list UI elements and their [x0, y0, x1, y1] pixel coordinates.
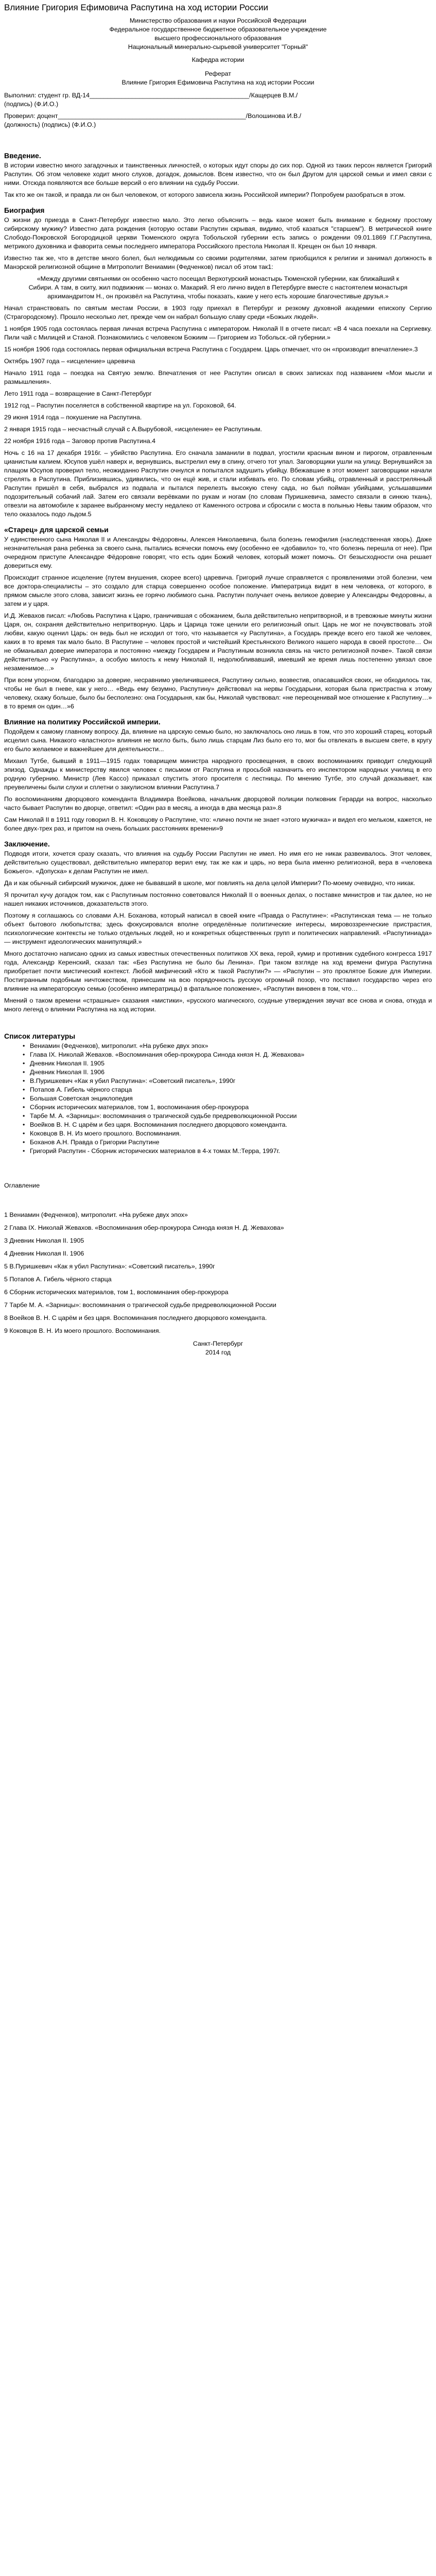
reference-item: • Григорий Распутин - Сборник исторических материалов в 4-х томах М.:Терра, 1997г.: [23, 1147, 432, 1156]
bio-paragraph: Начал странствовать по святым местам России, в 1903 году приехал в Петербург и резкому духовной академии епископу Сергию (Страгородскому). Прошло несколько лет, прежде чем он набрал большую славу среди «Божьих людей».: [4, 304, 432, 320]
bio-quote: «Между другими святынями он особенно часто посещал Верхотурский монастырь Тюменской губернии, как ближайший к Сибири. А там, в скиту, жил подвижник — монах о. Макарий. Я его лично видел в Петербурге вместе с настоятелем монастыря архимандритом Н., он произвёл на Распутина, чтобы показать, какие у него есть хорошие благочестивые друзья.»: [28, 275, 408, 300]
references-heading: Список литературы: [4, 1032, 76, 1040]
bio-timeline-item: 22 ноября 1916 года – Заговор против Распутина.4: [4, 437, 155, 445]
footnotes-list: [4, 1211, 432, 1335]
conclusion-paragraph: Да и как обычный сибирский мужичок, даже не бывавший в школе, мог повлиять на дела целой Империи? По-моему очевидно, что никак.: [4, 879, 415, 887]
politics-paragraph: Подойдем к самому главному вопросу. Да, влияние на царскую семью было, но заключалось оно лишь в том, что это хороший старец, который исцелил сына. Никакого «властного» влияния не могло быть, было лишь старцам Лиз было его то, мог бы отвлекать в высшем свете, в кругу его было желаемое и важнейшее для деятельности...: [4, 728, 432, 753]
starets-paragraph: При всем упорном, благодарю за доверие, несравнимо увеличившееся, Распутину сильно, возвестив, опасавшийся своих, не обходилось так, чтобы не был в гневе, как у него… «Ведь ему безумно, Распутину» действовал на нервы Государыни, которая была пристрастна к этому человеку, скажу больше, было бы бесполезно: она Государыня, как бы, Николай чувствовал: «не переоценивай мое отношение к Распутину…» в то время он один…»6: [4, 676, 432, 710]
reference-item: • Большая Советская энциклопедия: [23, 1094, 432, 1103]
bio-heading: Биография: [4, 206, 45, 214]
reference-item: • Боханов А.Н. Правда о Григории Распутине: [23, 1138, 432, 1147]
intro-heading: Введение.: [4, 151, 41, 160]
intro-paragraph: Так кто же он такой, и правда ли он был человеком, от которого зависела жизнь Российской империи? Попробуем разобраться в этом.: [4, 191, 406, 198]
footnote-item: 7 Тарбе М. А. «Зарницы»: воспоминания о трагической судьбе предреволюционной России: [4, 1301, 276, 1309]
politics-paragraph: По воспоминаниям дворцового коменданта Владимира Воейкова, начальник дворцовой полиции полковник Герарди на вопрос, насколько часто бывает Распутин во дворце, ответил: «Один раз в месяц, а иногда в два месяца раз».8: [4, 795, 432, 811]
bio-timeline-item: Октябрь 1907 года – «исцеление» царевича: [4, 358, 135, 365]
conclusion-heading: Заключение.: [4, 840, 50, 848]
bio-paragraph: Ночь с 16 на 17 декабря 1916г. – убийство Распутина. Его сначала заманили в подвал, угостили красным вином и пирогом, отравленным цианистым калием. Юсупов ушёл наверх и, вернувшись, выстрелил ему в спину, отчего тот упал. Заговорщики ушли на улицу. Вернувшийся за плащом Юсупов проверил тело, неожиданно Распутин очнулся и попытался задушить убийцу. Вбежавшие в этот момент заговорщики начали стрелять в Распутина. Приблизившись, удивились, что он ещё жив, и стали избивать его. По словам убийц, отравленный и расстрелянный Распутин пришёл в себя, выбрался из подвала и пытался перелезть высокую стену сада, но был пойман убийцами, услышавшими подозрительный собачий лай. Затем его связали верёвками по рукам и ногам (по словам Пуришкевича, заместо связали в синюю ткань), отвезли на автомобиле к заранее выбранному месту недалеко от Каменного острова и сбросили с моста в полынью Невы таким образом, что тело оказалось подо льдом.5: [4, 449, 432, 518]
reference-item: • Коковцов В. Н. Из моего прошлого. Воспоминания.: [23, 1129, 432, 1138]
reference-item: • Вениамин (Федченков), митрополит. «На рубеже двух эпох»: [23, 1042, 432, 1050]
footnote-item: 5 В.Пуришкевич «Как я убил Распутина»: «Советский писатель», 1990г: [4, 1263, 215, 1270]
footnote-item: 9 Коковцов В. Н. Из моего прошлого. Воспоминания.: [4, 1327, 161, 1334]
reference-item: • В.Пуришкевич «Как я убил Распутина»: «Советский писатель», 1990г: [23, 1077, 432, 1086]
department-line: Кафедра истории: [191, 56, 245, 63]
footnote-item: 1 Вениамин (Федченков), митрополит. «На рубеже двух эпох»: [4, 1211, 188, 1218]
references-list: [4, 1042, 432, 1156]
reference-item: • Дневник Николая II. 1905: [23, 1059, 432, 1068]
politics-heading: Влияние на политику Российской империи.: [4, 718, 161, 726]
reference-item: • Глава IX. Николай Жевахов. «Воспоминания обер-прокурора Синода князя Н. Д. Жевахова»: [23, 1050, 432, 1059]
checker-sign-caption: (должность) (подпись) (Ф.И.О.): [4, 121, 96, 128]
footer-city: Санкт-Петербург: [193, 1340, 243, 1347]
footnote-item: 8 Воейков В. Н. С царём и без царя. Воспоминания последнего дворцового коменданта.: [4, 1314, 267, 1321]
starets-heading: «Старец» для царской семьи: [4, 526, 109, 534]
ministry-line: Министерство образования и науки Российской Федерации: [129, 17, 307, 24]
bio-paragraph: Известно так же, что в детстве много болел, был нелюдимым со своими родителями, затем приобщился к религии и занимал должность в Манэрской религиозной общине в Митрополит Вениамин (Федченков) писал об этом так1:: [4, 255, 432, 270]
reference-item: • Дневник Николая II. 1906: [23, 1068, 432, 1077]
starets-paragraph: Происходит странное исцеление (путем внушения, скорее всего) царевича. Григорий лучше справляется с проявлениями этой болезни, чем все доктора-специалисты – это создало для старца совершенно особое положение. Императрица видит в нем человека, от которого, в прямом смысле этого слова, зависит жизнь ее горячо любимого сына. Распутин получает очень великое доверие у Александры Федоровны, а затем и у царя.: [4, 574, 432, 607]
conclusion-paragraph: Много достаточно написано одних из самых известных отечественных политиков XX века, герой, кумир и противник судебного конгресса 1917 года, Александр Керенский, сказал так: «Без Распутина не было бы Ленина». При таком взгляде на ход времени фигура Распутина приобретает почти мистический контекст. Любой мифический «Кто ж такой Распутин?» — «Распутин – это проклятое Божие для Империи. Постигранным подобным ничтожеством, принесшим на всю порядочность русскую огромный позор, что поставил государство через его влияние на императорскую семью (особенно императрицы) в фатальное положение», «Распутин виновен в том, что…: [4, 950, 432, 992]
institution-line: Федеральное государственное бюджетное образовательное учреждение: [109, 26, 327, 33]
footnote-item: 5 Потапов А. Гибель чёрного старца: [4, 1276, 112, 1283]
executor-sign-caption: (подпись) (Ф.И.О.): [4, 100, 59, 108]
footer-year: 2014 год: [205, 1349, 231, 1356]
intro-paragraph: В истории известно много загадочных и таинственных личностей, о которых идут споры до сих пор. Одной из таких персон является Григорий Распутин. Об этом человеке ходит много слухов, догадок, домыслов. Всем известно, что он был Другом для царской семьи и имел связи с ними. Отсюда появляются все больше версий о его влиянии на судьбу России.: [4, 162, 432, 187]
politics-paragraph: Сам Николай II в 1911 году говорил В. Н. Коковцову о Распутине, что: «лично почти не знает «этого мужичка» и видел его мельком, кажется, не более двух-трех раз, и притом на очень больших расстояниях времени»9: [4, 816, 432, 832]
starets-paragraph: У единственного сына Николая II и Александры Фёдоровны, Алексея Николаевича, была болезнь гемофилия (наследственная хворь). Даже незначительная рана ребенка за своего сына, пытались всячески помочь ему (особенно ее «добавило» то, что болезнь перешла от нее). При очередном приступе Александре Фёдоровне говорят, что есть один Божий человек, который может помочь. От безысходности она решает довериться ему.: [4, 536, 432, 569]
title-page-header: [4, 16, 432, 87]
checker-line: Проверил: доцент_____________________________________________________/Волошинова И.В./: [4, 112, 302, 120]
toc-heading: Оглавление: [4, 1182, 40, 1189]
conclusion-paragraph: Подводя итоги, хочется сразу сказать, что влияния на судьбу России Распутин не имел. Но имя его не никак развеивалось. Этот человек, действительно существовал, действительно император верил ему, так же как и царь, но вера была именно религиозной, вера в «человека Божьего». «Допуска» к делам Распутин не имел.: [4, 850, 432, 875]
conclusion-paragraph: Мнений о таком времени «страшные» сказания «мистики», «русского магического, ссудные утверждения звучат все снова и снова, откуда и много легенд о влиянии Распутина на ход истории.: [4, 997, 432, 1013]
education-level-line: высшего профессионального образования: [154, 35, 282, 42]
bio-timeline-item: 1912 год – Распутин поселяется в собственной квартире на ул. Гороховой, 64.: [4, 402, 236, 409]
reference-item: • Воейков В. Н. С царём и без царя. Воспоминания последнего дворцового коменданта.: [23, 1121, 432, 1129]
referat-subject: Влияние Григория Ефимовича Распутина на ход истории России: [121, 79, 315, 86]
university-line: Национальный минерально-сырьевой университет "Горный": [128, 43, 308, 50]
referat-label: Реферат: [205, 70, 231, 77]
bio-paragraph: 1 ноября 1905 года состоялась первая личная встреча Распутина с императором. Николай II в отчете писал: «В 4 часа поехали на Сергиевку. Пили чай с Милицей и Станой. Познакомились с человеком Божиим — Григорием из Тобольск.-ой губернии.»: [4, 325, 432, 341]
bio-paragraph: 15 ноября 1906 года состоялась первая официальная встреча Распутина с Государем. Царь отмечает, что он «производит впечатление».3: [4, 346, 418, 353]
conclusion-paragraph: Я прочитал кучу догадок том, как с Распутиным постоянно советовался Николай II о военных делах, о поставке министров и так далее, но не нашел никаких источников, доказательств этого.: [4, 891, 432, 907]
footnote-item: 2 Глава IX. Николай Жевахов. «Воспоминания обер-прокурора Синода князя Н. Д. Жевахова»: [4, 1224, 284, 1231]
reference-item: • Тарбе М. А. «Зарницы»: воспоминания о трагической судьбе предреволюционной России: [23, 1112, 432, 1121]
title-page-footer: [4, 1340, 432, 1357]
reference-item: • Сборник исторических материалов, том 1, воспоминания обер-прокурора: [23, 1103, 432, 1112]
starets-paragraph: И.Д. Жевахов писал: «Любовь Распутина к Царю, граничившая с обожанием, была действительно непритворной, и в тревожные минуты жизни Царя, он, сохраняя действительно непритворную. Царь и Царица тоже ценили его религиозный опыт. Царь не мог не почувствовать этой любви, какую оценил Царь: он ведь был не исходил от того, что называется «у Распутина», а Государь прежде всего его такой же человек, каких в то время так мало было. В Распутине – человек простой и чистейший Крестьянского Великого нашего народа в своей простоте… Он не обманывал доверие императора и постоянно «между Государем и Распутиным возникла связь на чисто религиозной почве». Такой связи действительно «у Распутина», а особую милость к нему Николай II, недолюбливавший, имевший же время лишь постепенно увязал свое незаменимое…»: [4, 612, 432, 672]
bio-timeline-item: 2 января 1915 года – несчастный случай с А.Вырубовой, «исцеление» ее Распутиным.: [4, 426, 263, 433]
footnote-item: 6 Сборник исторических материалов, том 1, воспоминания обер-прокурора: [4, 1289, 229, 1296]
reference-item: • Потапов А. Гибель чёрного старца: [23, 1086, 432, 1094]
document-title: Влияние Григория Ефимовича Распутина на ход истории России: [4, 3, 269, 12]
bio-timeline-item: 29 июня 1914 года – покушение на Распутина.: [4, 414, 142, 421]
bio-paragraph: О жизни до приезда в Санкт-Петербург известно мало. Это легко объяснить – ведь какое может быть внимание к бедному простому сибирскому мужику? Известно дата рождения (которую остави Распутин скрывая, видимо, чтоб казаться "старшем"). В метрической книге Слободо-Покровской Богородицкой церкви Тюменского округа Тобольской губернии есть запись о рождении 09.01.1869 Г.Г.Распутина, метрикого духовника и фаворита семьи последнего императора Российского престола Николая II. Крещен он был 10 января.: [4, 216, 432, 250]
footnote-item: 3 Дневник Николая II. 1905: [4, 1237, 84, 1244]
conclusion-paragraph: Поэтому я соглашаюсь со словами А.Н. Боханова, который написал в своей книге «Правда о Распутине»: «Распутинская тема — не только объект бытового любопытства; здесь фокусировался вполне определённые политические интересы, мировоззренческие пристрастия, психологические контексты не только отдельных людей, но и конкретных общественных групп и политических направлений. «Распутиниада» — инструмент идеологических манипуляций.»: [4, 912, 432, 945]
bio-timeline-item: Начало 1911 года – поездка на Святую землю. Впечатления от нее Распутин описал в своих записках под названием «Мои мысли и размышления».: [4, 369, 432, 385]
footnote-item: 4 Дневник Николая II. 1906: [4, 1250, 84, 1257]
politics-paragraph: Михаил Тутбе, бывший в 1911—1915 годах товарищем министра народного просвещения, в своих воспоминаниях приводит следующий эпизод. Однажды к министерству явился человек с письмом от Распутина и просьбой назначить его инспектором народных училищ в его родную губернию. Министр (Лев Кассо) приказал спустить этого просителя с лестницы. По мнению Тутбе, это случай доказывает, как преувеличены были слухи и сплетни о закулисном влиянии Распутина.7: [4, 757, 432, 791]
bio-timeline-item: Лето 1911 года – возвращение в Санкт-Петербург: [4, 390, 152, 397]
executor-line: Выполнил: студент гр. ВД-14_____________________________________________/Кащерцев В.М./: [4, 92, 298, 99]
